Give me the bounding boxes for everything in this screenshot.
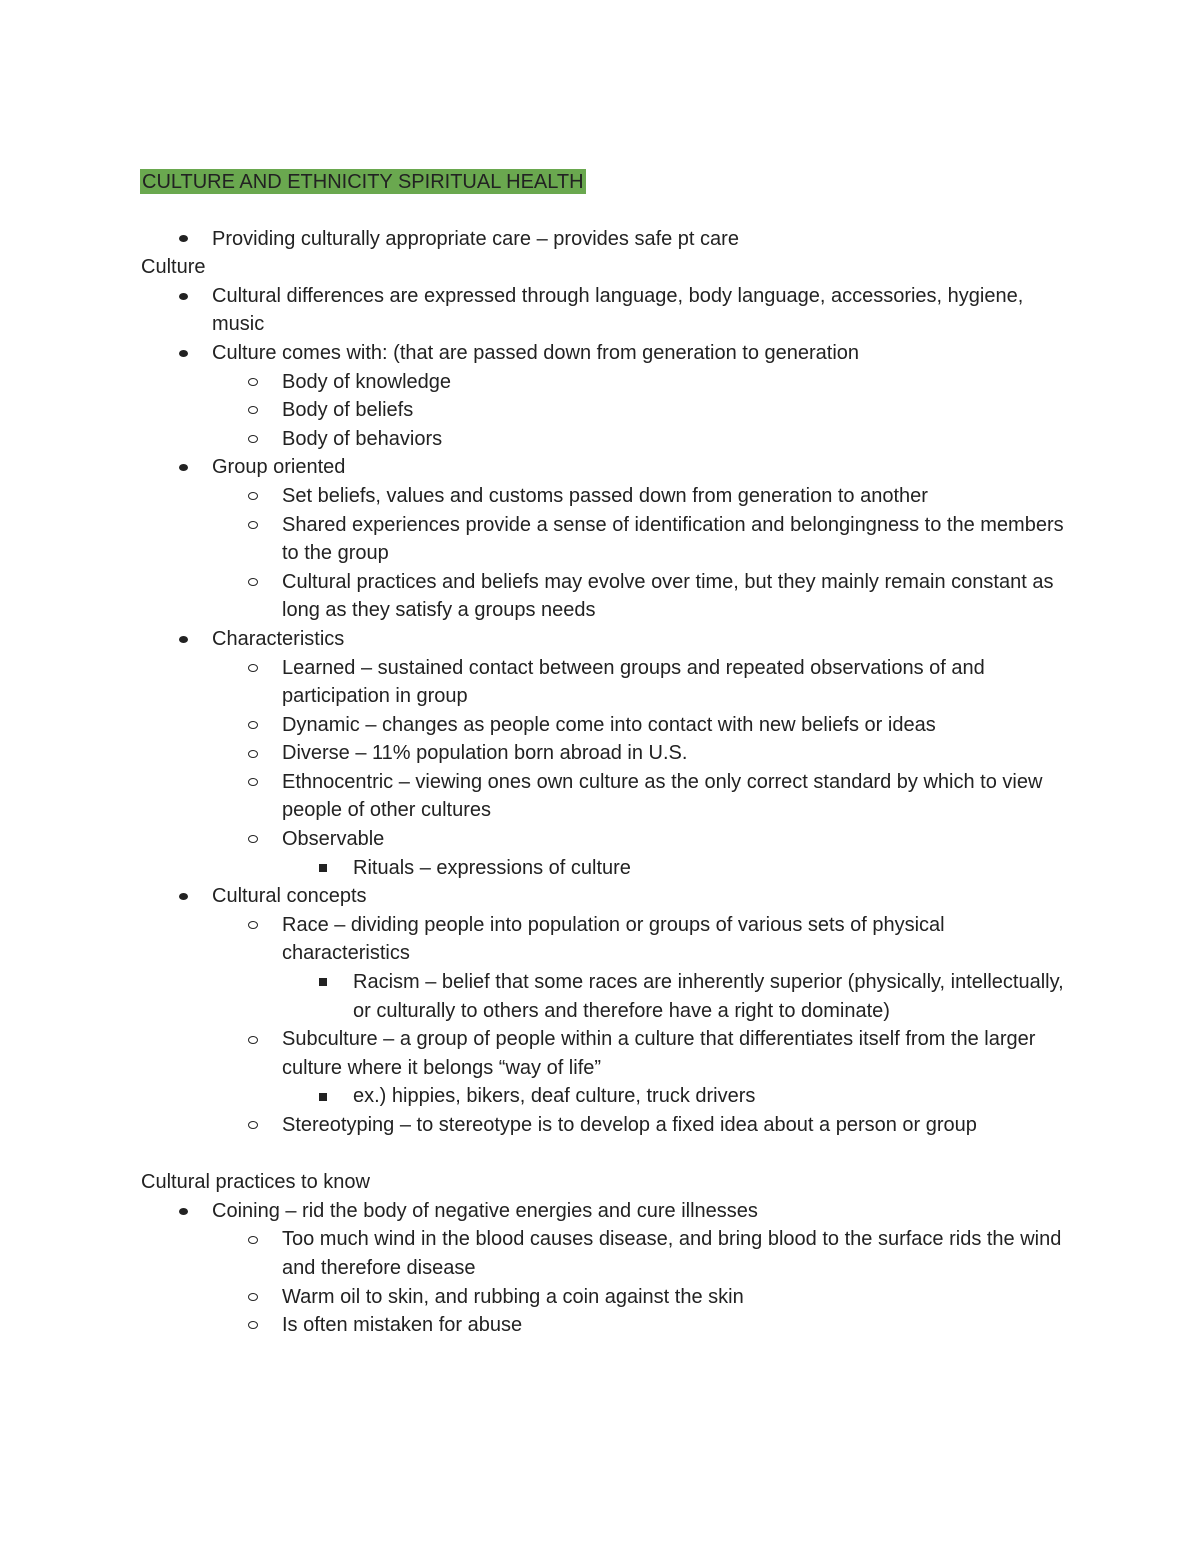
disc-bullet-icon bbox=[179, 882, 188, 911]
circle-bullet-icon bbox=[248, 425, 258, 454]
disc-bullet-icon bbox=[179, 339, 188, 368]
list-item: Too much wind in the blood causes disease, and bring blood to the surface rids the wind and therefore disease bbox=[141, 1225, 1071, 1282]
disc-bullet-icon bbox=[179, 282, 188, 311]
circle-bullet-icon bbox=[248, 654, 258, 683]
circle-bullet-icon bbox=[248, 739, 258, 768]
disc-bullet-icon bbox=[179, 453, 188, 482]
square-bullet-icon bbox=[319, 968, 327, 997]
list-item: Group oriented bbox=[141, 453, 1071, 482]
circle-bullet-icon bbox=[248, 482, 258, 511]
section-heading-culture: Culture bbox=[141, 256, 206, 279]
document-title: CULTURE AND ETHNICITY SPIRITUAL HEALTH bbox=[142, 171, 584, 193]
blank-line bbox=[141, 1140, 1071, 1169]
list-item: Shared experiences provide a sense of identification and belongingness to the members to the group bbox=[141, 511, 1071, 568]
list-item: Rituals – expressions of culture bbox=[141, 854, 1071, 883]
list-item: Stereotyping – to stereotype is to develop a fixed idea about a person or group bbox=[141, 1111, 1071, 1140]
list-item: Race – dividing people into population or groups of various sets of physical characteristics bbox=[141, 911, 1071, 968]
list-item: Body of knowledge bbox=[141, 368, 1071, 397]
square-bullet-icon bbox=[319, 1082, 327, 1111]
circle-bullet-icon bbox=[248, 368, 258, 397]
circle-bullet-icon bbox=[248, 511, 258, 540]
list-item: Culture comes with: (that are passed down from generation to generation bbox=[141, 339, 1071, 368]
list-item: Body of beliefs bbox=[141, 396, 1071, 425]
disc-bullet-icon bbox=[179, 225, 188, 254]
title-line bbox=[141, 168, 1071, 197]
culture-list bbox=[141, 282, 1071, 1140]
document-page bbox=[141, 168, 1071, 1340]
list-item: Set beliefs, values and customs passed down from generation to another bbox=[141, 482, 1071, 511]
circle-bullet-icon bbox=[248, 711, 258, 740]
section-heading-practices: Cultural practices to know bbox=[141, 1171, 370, 1194]
intro-list bbox=[141, 225, 1071, 254]
circle-bullet-icon bbox=[248, 1311, 258, 1340]
circle-bullet-icon bbox=[248, 1283, 258, 1312]
list-item: Is often mistaken for abuse bbox=[141, 1311, 1071, 1340]
circle-bullet-icon bbox=[248, 911, 258, 940]
circle-bullet-icon bbox=[248, 1225, 258, 1254]
list-item: Diverse – 11% population born abroad in U.S. bbox=[141, 739, 1071, 768]
circle-bullet-icon bbox=[248, 825, 258, 854]
list-item: ex.) hippies, bikers, deaf culture, truck drivers bbox=[141, 1082, 1071, 1111]
list-item: Ethnocentric – viewing ones own culture as the only correct standard by which to view people of other cultures bbox=[141, 768, 1071, 825]
practices-list bbox=[141, 1197, 1071, 1340]
list-item: Providing culturally appropriate care – provides safe pt care bbox=[141, 225, 1071, 254]
circle-bullet-icon bbox=[248, 768, 258, 797]
circle-bullet-icon bbox=[248, 568, 258, 597]
list-item: Dynamic – changes as people come into contact with new beliefs or ideas bbox=[141, 711, 1071, 740]
list-item: Racism – belief that some races are inherently superior (physically, intellectually, or culturally to others and therefore have a right to dominate) bbox=[141, 968, 1071, 1025]
circle-bullet-icon bbox=[248, 396, 258, 425]
disc-bullet-icon bbox=[179, 1197, 188, 1226]
list-item: Body of behaviors bbox=[141, 425, 1071, 454]
list-item: Characteristics bbox=[141, 625, 1071, 654]
list-item: Learned – sustained contact between groups and repeated observations of and participation in group bbox=[141, 654, 1071, 711]
list-item: Cultural differences are expressed through language, body language, accessories, hygiene, music bbox=[141, 282, 1071, 339]
list-item: Cultural concepts bbox=[141, 882, 1071, 911]
disc-bullet-icon bbox=[179, 625, 188, 654]
list-item: Warm oil to skin, and rubbing a coin against the skin bbox=[141, 1283, 1071, 1312]
square-bullet-icon bbox=[319, 854, 327, 883]
circle-bullet-icon bbox=[248, 1025, 258, 1054]
list-item: Subculture – a group of people within a culture that differentiates itself from the larger culture where it belongs “way of life” bbox=[141, 1025, 1071, 1082]
list-item: Observable bbox=[141, 825, 1071, 854]
list-item: Coining – rid the body of negative energies and cure illnesses bbox=[141, 1197, 1071, 1226]
circle-bullet-icon bbox=[248, 1111, 258, 1140]
list-item: Cultural practices and beliefs may evolve over time, but they mainly remain constant as long as they satisfy a groups needs bbox=[141, 568, 1071, 625]
